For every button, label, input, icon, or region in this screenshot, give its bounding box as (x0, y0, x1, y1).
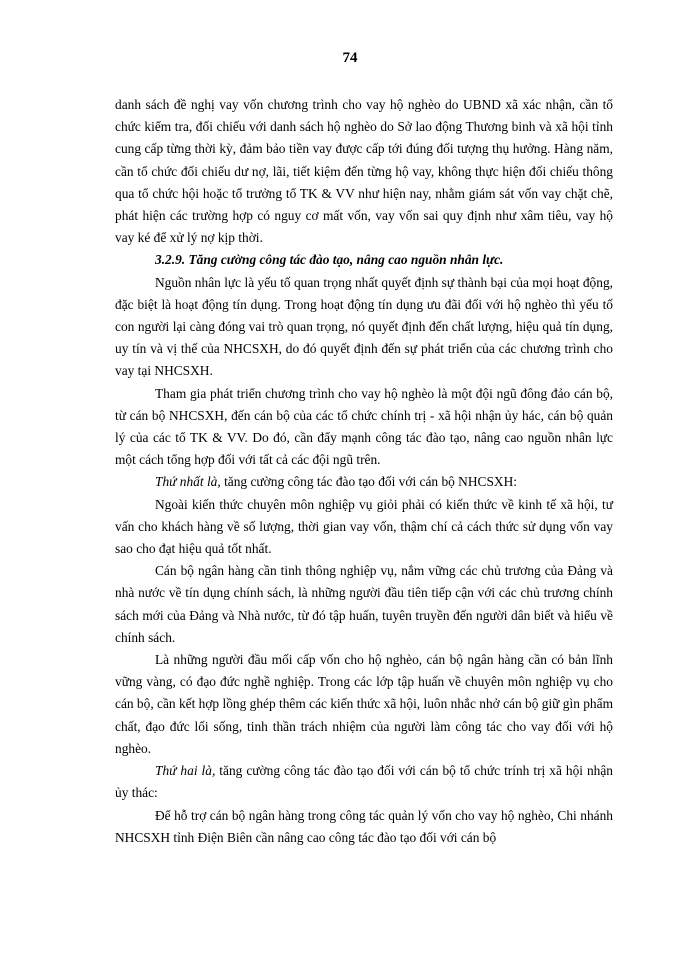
page-number: 74 (342, 50, 358, 66)
paragraph: Ngoài kiến thức chuyên môn nghiệp vụ giỏi phải có kiến thức về kinh tế xã hội, tư vấn cho khách hàng về số lượng, thời gian vay vốn, thậm chí cả cách thức sử dụng vốn vay sao cho đạt hiệu quả tốt nhất. (115, 496, 613, 557)
paragraph: Là những người đầu mối cấp vốn cho hộ nghèo, cán bộ ngân hàng cần có bản lĩnh vững vàng, có đạo đức nghề nghiệp. Trong các lớp tập huấn về chuyên môn nghiệp vụ cho cán bộ, cần kết hợp lồng ghép thêm các kiến thức xã hội, luôn nhắc nhở cán bộ giữ gìn phẩm chất, đạo đức lối sống, tinh thần trách nhiệm của người làm công tác cho vay đối với hộ nghèo. (115, 652, 613, 756)
paragraph: Tham gia phát triển chương trình cho vay hộ nghèo là một đội ngũ đông đảo cán bộ, từ cán bộ NHCSXH, đến cán bộ của các tổ chức chính trị - xã hội nhận ủy hác, cán bộ quản lý của các tổ TK & VV. Do đó, cần đẩy mạnh công tác đào tạo, nâng cao nguồn nhân lực một cách tổng hợp đối với tất cả các đội ngũ trên. (115, 385, 613, 468)
paragraph-first-point (115, 471, 613, 493)
page-content (115, 94, 613, 849)
point-lead: Thứ hai là, (155, 763, 216, 779)
paragraph-continuation: danh sách đề nghị vay vốn chương trình cho vay hộ nghèo do UBND xã xác nhận, cần tổ chức kiểm tra, đối chiếu với danh sách hộ nghèo do Sở lao động Thương binh và xã hội tỉnh cung cấp từng thời kỳ, đảm bảo tiền vay được cấp tới đúng đối tượng thụ hưởng. Hàng năm, cần tổ chức đối chiếu dư nợ, lãi, tiết kiệm đến từng hộ vay, không thực hiện đối chiếu thông qua tổ chức hội hoặc tổ trưởng tổ TK & VV như hiện nay, nhằm giám sát vốn vay chặt chẽ, phát hiện các trường hợp có nguy cơ mất vốn, vay vốn sai quy định như xâm tiêu, vay hộ vay ké để xử lý nợ kịp thời. (115, 97, 613, 246)
point-text: tăng cường công tác đào tạo đối với cán bộ NHCSXH: (220, 474, 517, 490)
section-heading: 3.2.9. Tăng cường công tác đào tạo, nâng cao nguồn nhân lực. (155, 252, 504, 268)
point-text: tăng cường công tác đào tạo đối với cán bộ tổ chức trính trị xã hội nhận ủy thác: (115, 763, 614, 801)
paragraph: Nguồn nhân lực là yếu tố quan trọng nhất quyết định sự thành bại của mọi hoạt động, đặc biệt là hoạt động tín dụng. Trong hoạt động tín dụng ưu đãi đối với hộ nghèo thì yếu tố con người lại càng đóng vai trò quan trọng, nó quyết định đến chất lượng, hiệu quả tín dụng, uy tín và vị thế của NHCSXH, do đó quyết định đến sự phát triển của các chương trình cho vay tại NHCSXH. (115, 274, 613, 379)
paragraph: Để hỗ trợ cán bộ ngân hàng trong công tác quản lý vốn cho vay hộ nghèo, Chi nhánh NHCSXH tỉnh Điện Biên cần nâng cao công tác đào tạo đối với cán bộ (115, 807, 613, 845)
paragraph-second-point (115, 760, 613, 804)
paragraph: Cán bộ ngân hàng cần tinh thông nghiệp vụ, nắm vững các chủ trương của Đảng và nhà nước về tín dụng chính sách, là những người đầu tiên tiếp cận với các chủ trương chính sách mới của Đảng và Nhà nước, từ đó tập huấn, tuyên truyền đến người dân biết và hiểu về chính sách. (115, 563, 613, 645)
point-lead: Thứ nhất là, (155, 474, 221, 490)
